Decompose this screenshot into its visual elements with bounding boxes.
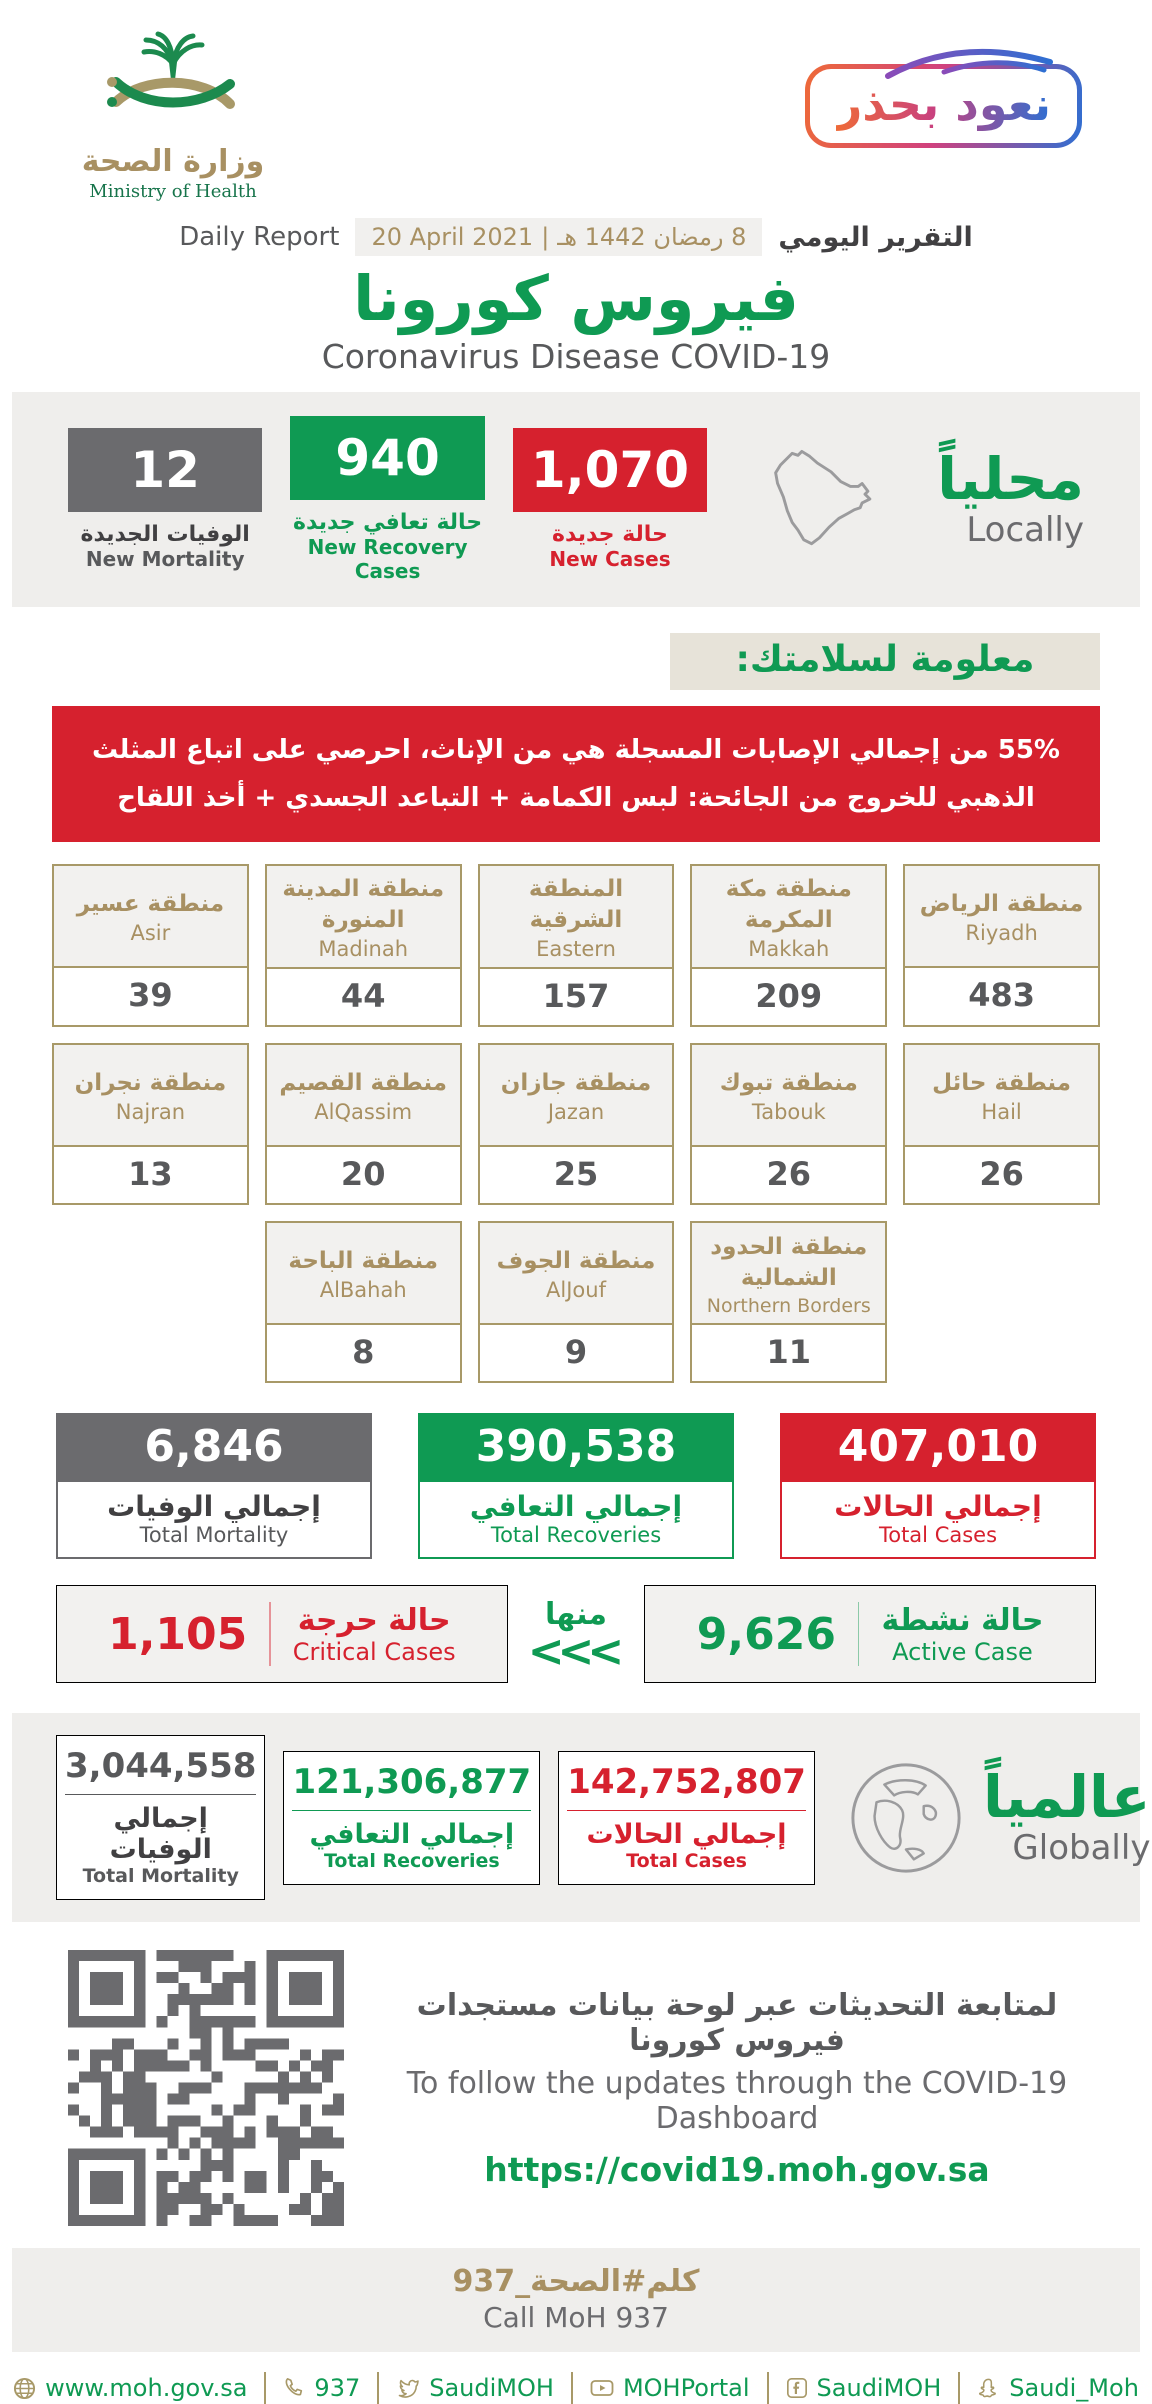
region-value: 13 bbox=[128, 1155, 173, 1194]
total-mortality-card: 6,846 إجمالي الوفيات Total Mortality bbox=[56, 1413, 372, 1559]
phone-icon bbox=[283, 2377, 305, 2399]
region-card-albahah: منطقة الباحة AlBahah 8 bbox=[265, 1221, 462, 1383]
total-recoveries-value: 390,538 bbox=[418, 1413, 734, 1482]
footer-link-snapchat[interactable]: Saudi_Moh bbox=[958, 2372, 1152, 2404]
region-value: 209 bbox=[755, 977, 823, 1016]
dashboard-section bbox=[12, 1922, 1140, 2226]
footer-link-phone[interactable]: 937 bbox=[264, 2372, 377, 2404]
report-date-gregorian: 20 April 2021 bbox=[371, 223, 534, 251]
page-title-arabic: فيروس كورونا bbox=[353, 262, 799, 335]
region-card-madinah: منطقة المدينة المنورة Madinah 44 bbox=[265, 864, 462, 1027]
region-card-eastern: المنطقة الشرقية Eastern 157 bbox=[478, 864, 675, 1027]
globe-icon bbox=[847, 1759, 965, 1877]
active-cases-value: 9,626 bbox=[696, 1608, 836, 1660]
dashboard-url-link[interactable]: https://covid19.moh.gov.sa bbox=[484, 2149, 990, 2189]
report-title-row bbox=[12, 218, 1140, 256]
global-recoveries-value: 121,306,877 bbox=[292, 1762, 531, 1811]
region-value: 26 bbox=[979, 1155, 1024, 1194]
region-value: 9 bbox=[564, 1333, 588, 1372]
total-recoveries-card: 390,538 إجمالي التعافي Total Recoveries bbox=[418, 1413, 734, 1559]
moh-logo bbox=[68, 34, 278, 202]
safety-info-heading-row bbox=[52, 633, 1100, 690]
footer-link-website[interactable]: www.moh.gov.sa bbox=[0, 2372, 264, 2404]
footer-links bbox=[12, 2352, 1140, 2404]
region-value: 8 bbox=[352, 1333, 375, 1372]
qr-code bbox=[68, 1950, 344, 2226]
new-mortality-label-ar: الوفيات الجديدة bbox=[80, 522, 250, 547]
total-cases-value: 407,010 bbox=[780, 1413, 1096, 1482]
region-card-northern-borders: منطقة الحدود الشمالية Northern Borders 11 bbox=[690, 1221, 887, 1383]
return-with-caution-badge bbox=[805, 64, 1082, 148]
new-mortality-label-en: New Mortality bbox=[85, 547, 245, 571]
daily-report-page bbox=[12, 0, 1151, 2403]
region-value: 25 bbox=[553, 1155, 599, 1194]
logo-title-english: Ministry of Health bbox=[89, 181, 257, 202]
page-title-english: Coronavirus Disease COVID-19 bbox=[321, 337, 831, 376]
new-cases-label-ar: حالة جديدة bbox=[552, 522, 668, 547]
globally-label-en: Globally bbox=[1012, 1828, 1151, 1869]
region-value: 26 bbox=[766, 1155, 812, 1194]
call-moh-band bbox=[12, 2248, 1140, 2352]
region-card-najran: منطقة نجران Najran 13 bbox=[52, 1043, 249, 1205]
regions-grid bbox=[52, 864, 1100, 1383]
region-card-asir: منطقة عسير Asir 39 bbox=[52, 864, 249, 1027]
region-value: 39 bbox=[128, 976, 173, 1015]
global-cases-value: 142,752,807 bbox=[567, 1762, 806, 1811]
new-cases-label-en: New Cases bbox=[549, 547, 671, 571]
new-mortality-value: 12 bbox=[68, 428, 262, 512]
logo-title-arabic: وزارة الصحة bbox=[81, 144, 265, 179]
facebook-icon bbox=[786, 2377, 808, 2399]
new-mortality-card bbox=[68, 428, 262, 571]
new-recoveries-label-ar: حالة تعافي جديدة bbox=[293, 510, 483, 535]
region-value: 157 bbox=[542, 977, 610, 1016]
dashboard-text-en: To follow the updates through the COVID-19 Dashboard bbox=[406, 2065, 1068, 2136]
region-value: 11 bbox=[766, 1333, 812, 1372]
report-date-hijri: 8 رمضان 1442 هـ bbox=[557, 223, 747, 251]
locally-label-ar: محلياً bbox=[937, 445, 1085, 514]
active-cases-card: 9,626 حالة نشطة Active Case bbox=[644, 1585, 1096, 1683]
locally-section bbox=[12, 392, 1140, 607]
critical-cases-card: 1,105 حالة حرجة Critical Cases bbox=[56, 1585, 508, 1683]
footer-link-youtube[interactable]: MOHPortal bbox=[571, 2372, 767, 2404]
region-value: 483 bbox=[968, 976, 1035, 1015]
total-cases-card: 407,010 إجمالي الحالات Total Cases bbox=[780, 1413, 1096, 1559]
region-card-alqassim: منطقة القصيم AlQassim 20 bbox=[265, 1043, 462, 1205]
twitter-icon bbox=[396, 2377, 420, 2399]
globe-icon bbox=[13, 2377, 36, 2400]
new-recoveries-label-en: New Recovery Cases bbox=[307, 535, 468, 583]
new-recoveries-value: 940 bbox=[290, 416, 484, 500]
region-value: 20 bbox=[340, 1155, 386, 1194]
new-cases-value: 1,070 bbox=[513, 428, 707, 512]
region-card-jazan: منطقة جازان Jazan 25 bbox=[478, 1043, 675, 1205]
snapchat-icon bbox=[977, 2377, 1000, 2400]
call-moh-ar: كلم#الصحة_937 bbox=[452, 2264, 700, 2300]
region-card-makkah: منطقة مكة المكرمة Makkah 209 bbox=[690, 864, 887, 1027]
saudi-arabia-map-icon bbox=[753, 432, 909, 568]
youtube-icon bbox=[590, 2378, 614, 2398]
badge-text: نعود بحذر bbox=[835, 77, 1051, 131]
locally-label bbox=[937, 445, 1085, 550]
safety-info-message: 55% من إجمالي الإصابات المسجلة هي من الإناث، احرصي على اتباع المثلث الذهبي للخروج من الجائحة: لبس الكمامة + التباعد الجسدي + أخذ اللقاح bbox=[52, 706, 1100, 842]
of-which-indicator: منها <<< bbox=[528, 1597, 625, 1672]
region-card-aljouf: منطقة الجوف AlJouf 9 bbox=[478, 1221, 675, 1383]
global-mortality-value: 3,044,558 bbox=[65, 1746, 256, 1795]
global-recoveries-card: 121,306,877 إجمالي التعافي Total Recoveries bbox=[283, 1751, 540, 1885]
report-date: 20 April 2021 | 8 رمضان 1442 هـ bbox=[355, 218, 762, 256]
globally-label-ar: عالمياً bbox=[982, 1763, 1151, 1832]
safety-info-heading: معلومة لسلامتك: bbox=[670, 633, 1100, 690]
region-card-hail: منطقة حائل Hail 26 bbox=[903, 1043, 1100, 1205]
global-cases-card: 142,752,807 إجمالي الحالات Total Cases bbox=[558, 1751, 815, 1885]
local-totals-row bbox=[56, 1413, 1096, 1559]
new-cases-card bbox=[513, 428, 707, 571]
region-card-riyadh: منطقة الرياض Riyadh 483 bbox=[903, 864, 1100, 1027]
chevrons-icon: <<< bbox=[527, 1625, 618, 1677]
dashboard-text-ar: لمتابعة التحديثات عبر لوحة بيانات مستجدات فيروس كورونا bbox=[416, 1987, 1058, 2058]
region-value: 44 bbox=[340, 977, 386, 1016]
footer-link-twitter[interactable]: SaudiMOH bbox=[377, 2372, 571, 2404]
total-mortality-value: 6,846 bbox=[56, 1413, 372, 1482]
footer-link-facebook[interactable]: SaudiMOH bbox=[767, 2372, 959, 2404]
header bbox=[12, 0, 1140, 202]
critical-cases-value: 1,105 bbox=[108, 1608, 248, 1660]
locally-label-en: Locally bbox=[966, 509, 1085, 550]
globally-label bbox=[982, 1763, 1151, 1869]
report-title-english: Daily Report bbox=[179, 222, 340, 252]
report-title-arabic: التقرير اليومي bbox=[778, 221, 973, 253]
badge-swoosh-icon bbox=[884, 46, 1054, 80]
global-mortality-card: 3,044,558 إجمالي الوفيات Total Mortality bbox=[56, 1735, 265, 1900]
new-recoveries-card bbox=[290, 416, 484, 583]
call-moh-en: Call MoH 937 bbox=[483, 2301, 669, 2335]
palm-swords-emblem bbox=[98, 34, 248, 138]
globally-section bbox=[12, 1713, 1151, 1922]
region-card-tabouk: منطقة تبوك Tabouk 26 bbox=[690, 1043, 887, 1205]
critical-active-row bbox=[56, 1585, 1096, 1683]
